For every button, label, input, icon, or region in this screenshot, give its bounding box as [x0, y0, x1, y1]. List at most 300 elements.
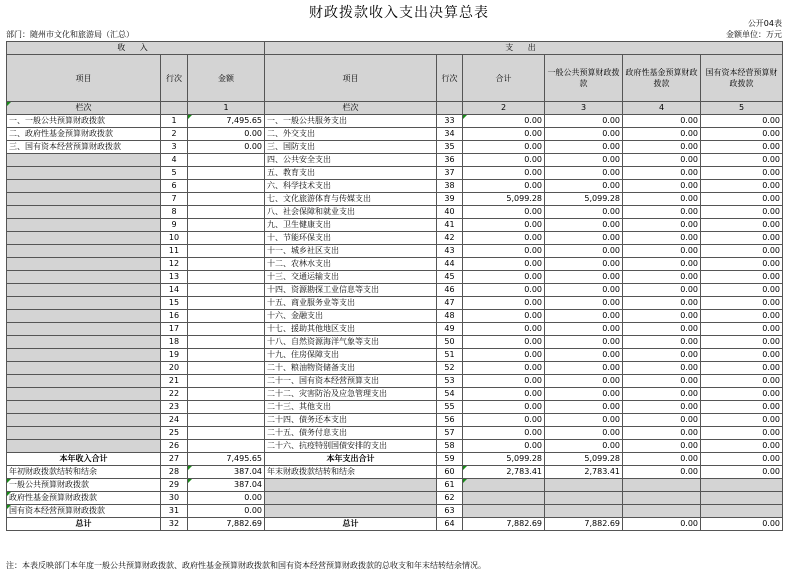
column-index-cell — [161, 102, 188, 115]
income-line-cell: 15 — [161, 297, 188, 310]
income-amount-cell — [188, 362, 265, 375]
table-row — [7, 219, 783, 232]
expense-item-cell: 本年支出合计 — [265, 453, 437, 466]
expense-line-cell: 64 — [437, 518, 463, 531]
expense-line-cell: 54 — [437, 388, 463, 401]
expense-item-cell: 二十三、其他支出 — [265, 401, 437, 414]
income-line-cell: 1 — [161, 115, 188, 128]
column-index-5: 5 — [701, 102, 783, 115]
income-amount-cell — [188, 232, 265, 245]
expense-capital-cell: 0.00 — [701, 336, 783, 349]
table-row — [7, 362, 783, 375]
expense-fund-cell: 0.00 — [623, 128, 701, 141]
table-row — [7, 180, 783, 193]
table-row — [7, 336, 783, 349]
footnote: 注：本表反映部门本年度一般公共预算财政拨款、政府性基金预算财政拨款和国有资本经营预算财政拨款的总收支和年末结转结余情况。 — [6, 561, 486, 570]
expense-total-cell: 0.00 — [463, 128, 545, 141]
expense-general-cell: 0.00 — [545, 440, 623, 453]
income-item-cell: 政府性基金预算财政拨款 — [7, 492, 161, 505]
expense-general-cell: 7,882.69 — [545, 518, 623, 531]
expense-total-cell: 0.00 — [463, 323, 545, 336]
expense-item-cell: 年末财政拨款结转和结余 — [265, 466, 437, 479]
income-item-cell: 本年收入合计 — [7, 453, 161, 466]
table-row — [7, 427, 783, 440]
income-amount-cell — [188, 349, 265, 362]
expense-capital-cell: 0.00 — [701, 180, 783, 193]
expense-item-cell: 二十四、债务还本支出 — [265, 414, 437, 427]
income-line-cell: 22 — [161, 388, 188, 401]
income-item-header: 项目 — [7, 55, 161, 102]
expense-total-cell: 0.00 — [463, 180, 545, 193]
income-amount-cell — [188, 206, 265, 219]
expense-general-cell: 0.00 — [545, 232, 623, 245]
expense-item-cell: 总计 — [265, 518, 437, 531]
expense-total-cell: 7,882.69 — [463, 518, 545, 531]
expense-fund-cell: 0.00 — [623, 518, 701, 531]
expense-line-cell: 44 — [437, 258, 463, 271]
income-section-header: 收 入 — [7, 42, 265, 55]
income-item-cell: 年初财政拨款结转和结余 — [7, 466, 161, 479]
expense-capital-cell: 0.00 — [701, 323, 783, 336]
expense-item-cell: 三、国防支出 — [265, 141, 437, 154]
expense-general-cell — [545, 505, 623, 518]
expense-fund-cell: 0.00 — [623, 427, 701, 440]
income-amount-cell: 0.00 — [188, 141, 265, 154]
income-item-cell — [7, 232, 161, 245]
expense-line-cell: 43 — [437, 245, 463, 258]
expense-total-cell — [463, 505, 545, 518]
expense-fund-cell: 0.00 — [623, 271, 701, 284]
expense-total-cell: 0.00 — [463, 414, 545, 427]
table-row — [7, 466, 783, 479]
expense-general-cell: 0.00 — [545, 206, 623, 219]
income-line-cell: 10 — [161, 232, 188, 245]
expense-total-cell: 0.00 — [463, 349, 545, 362]
income-item-cell — [7, 167, 161, 180]
table-row — [7, 453, 783, 466]
expense-general-cell: 0.00 — [545, 375, 623, 388]
income-line-cell: 13 — [161, 271, 188, 284]
expense-line-cell: 50 — [437, 336, 463, 349]
income-amount-cell: 7,882.69 — [188, 518, 265, 531]
income-amount-cell — [188, 375, 265, 388]
table-row — [7, 505, 783, 518]
expense-line-cell: 60 — [437, 466, 463, 479]
table-row — [7, 284, 783, 297]
expense-total-cell: 0.00 — [463, 206, 545, 219]
expense-item-cell: 十八、自然资源海洋气象等支出 — [265, 336, 437, 349]
table-row — [7, 440, 783, 453]
income-item-cell — [7, 271, 161, 284]
expense-line-cell: 63 — [437, 505, 463, 518]
expense-capital-cell: 0.00 — [701, 206, 783, 219]
expense-capital-cell: 0.00 — [701, 193, 783, 206]
expense-general-cell: 0.00 — [545, 258, 623, 271]
income-amount-cell — [188, 193, 265, 206]
expense-general-cell: 0.00 — [545, 167, 623, 180]
table-row — [7, 193, 783, 206]
expense-item-cell: 二十一、国有资本经营预算支出 — [265, 375, 437, 388]
column-index-label: 栏次 — [265, 102, 437, 115]
income-amount-cell: 0.00 — [188, 492, 265, 505]
expense-item-cell: 十四、资源勘探工业信息等支出 — [265, 284, 437, 297]
expense-general-cell: 0.00 — [545, 297, 623, 310]
income-amount-cell — [188, 180, 265, 193]
expense-general-cell: 5,099.28 — [545, 453, 623, 466]
income-line-cell: 26 — [161, 440, 188, 453]
table-row — [7, 167, 783, 180]
table-row — [7, 206, 783, 219]
table-row — [7, 323, 783, 336]
income-amount-cell — [188, 167, 265, 180]
expense-total-cell: 0.00 — [463, 245, 545, 258]
expense-line-cell: 46 — [437, 284, 463, 297]
income-line-cell: 2 — [161, 128, 188, 141]
income-line-cell: 30 — [161, 492, 188, 505]
table-row — [7, 271, 783, 284]
income-line-cell: 6 — [161, 180, 188, 193]
expense-capital-cell: 0.00 — [701, 219, 783, 232]
income-line-cell: 4 — [161, 154, 188, 167]
expense-capital-cell: 0.00 — [701, 401, 783, 414]
expense-total-cell: 0.00 — [463, 141, 545, 154]
expense-line-cell: 37 — [437, 167, 463, 180]
table-row — [7, 388, 783, 401]
income-line-cell: 7 — [161, 193, 188, 206]
total-header: 合计 — [463, 55, 545, 102]
income-amount-cell — [188, 245, 265, 258]
expense-total-cell: 0.00 — [463, 427, 545, 440]
expense-item-cell: 八、社会保障和就业支出 — [265, 206, 437, 219]
income-amount-cell — [188, 271, 265, 284]
expense-line-cell: 47 — [437, 297, 463, 310]
expense-line-cell: 35 — [437, 141, 463, 154]
income-item-cell: 二、政府性基金预算财政拨款 — [7, 128, 161, 141]
expense-fund-cell: 0.00 — [623, 323, 701, 336]
expense-total-cell: 0.00 — [463, 388, 545, 401]
expense-general-cell: 0.00 — [545, 115, 623, 128]
income-line-cell: 12 — [161, 258, 188, 271]
expense-line-header: 行次 — [437, 55, 463, 102]
expense-item-cell: 十六、金融支出 — [265, 310, 437, 323]
expense-fund-cell: 0.00 — [623, 440, 701, 453]
expense-item-cell: 十九、住房保障支出 — [265, 349, 437, 362]
expense-capital-cell: 0.00 — [701, 245, 783, 258]
expense-fund-cell — [623, 479, 701, 492]
expense-fund-cell: 0.00 — [623, 297, 701, 310]
income-amount-cell — [188, 258, 265, 271]
column-index-2: 2 — [463, 102, 545, 115]
income-item-cell — [7, 362, 161, 375]
expense-item-cell — [265, 479, 437, 492]
expense-capital-cell — [701, 492, 783, 505]
table-row — [7, 232, 783, 245]
expense-line-cell: 42 — [437, 232, 463, 245]
expense-fund-cell: 0.00 — [623, 180, 701, 193]
expense-capital-cell — [701, 479, 783, 492]
income-line-cell: 28 — [161, 466, 188, 479]
expense-general-cell: 0.00 — [545, 180, 623, 193]
income-item-cell: 一般公共预算财政拨款 — [7, 479, 161, 492]
expense-general-cell: 0.00 — [545, 427, 623, 440]
expense-capital-cell: 0.00 — [701, 349, 783, 362]
expense-item-cell: 二十五、债务付息支出 — [265, 427, 437, 440]
expense-item-cell — [265, 492, 437, 505]
expense-item-cell: 十一、城乡社区支出 — [265, 245, 437, 258]
expense-total-cell: 2,783.41 — [463, 466, 545, 479]
expense-line-cell: 49 — [437, 323, 463, 336]
expense-fund-cell: 0.00 — [623, 362, 701, 375]
department-label: 部门：随州市文化和旅游局（汇总） — [6, 30, 134, 39]
expense-item-cell: 二十二、灾害防治及应急管理支出 — [265, 388, 437, 401]
income-line-cell: 27 — [161, 453, 188, 466]
income-item-cell — [7, 219, 161, 232]
income-line-cell: 3 — [161, 141, 188, 154]
expense-line-cell: 38 — [437, 180, 463, 193]
expense-total-cell: 5,099.28 — [463, 193, 545, 206]
expense-capital-cell: 0.00 — [701, 518, 783, 531]
income-item-cell — [7, 401, 161, 414]
expense-line-cell: 56 — [437, 414, 463, 427]
income-item-cell: 一、一般公共预算财政拨款 — [7, 115, 161, 128]
income-item-cell — [7, 310, 161, 323]
expense-line-cell: 61 — [437, 479, 463, 492]
expense-total-cell: 0.00 — [463, 115, 545, 128]
fund-budget-header: 政府性基金预算财政拨款 — [623, 55, 701, 102]
expense-line-cell: 36 — [437, 154, 463, 167]
income-amount-header: 金额 — [188, 55, 265, 102]
expense-capital-cell: 0.00 — [701, 466, 783, 479]
income-amount-cell — [188, 336, 265, 349]
expense-capital-cell: 0.00 — [701, 388, 783, 401]
income-item-cell — [7, 245, 161, 258]
expense-capital-cell: 0.00 — [701, 154, 783, 167]
expense-total-cell: 0.00 — [463, 232, 545, 245]
column-index-cell — [437, 102, 463, 115]
table-row — [7, 492, 783, 505]
income-line-cell: 17 — [161, 323, 188, 336]
expense-capital-cell: 0.00 — [701, 453, 783, 466]
expense-total-cell: 0.00 — [463, 154, 545, 167]
expense-line-cell: 51 — [437, 349, 463, 362]
form-code: 公开04表 — [747, 19, 782, 28]
expense-item-cell: 一、一般公共服务支出 — [265, 115, 437, 128]
expense-line-cell: 58 — [437, 440, 463, 453]
table-row — [7, 245, 783, 258]
income-amount-cell — [188, 219, 265, 232]
income-item-cell — [7, 180, 161, 193]
expense-fund-cell — [623, 492, 701, 505]
expense-capital-cell: 0.00 — [701, 141, 783, 154]
expense-general-cell: 0.00 — [545, 128, 623, 141]
income-item-cell — [7, 427, 161, 440]
expense-capital-cell: 0.00 — [701, 284, 783, 297]
expense-fund-cell: 0.00 — [623, 388, 701, 401]
expense-general-cell: 0.00 — [545, 323, 623, 336]
expense-general-cell: 0.00 — [545, 401, 623, 414]
expense-total-cell: 0.00 — [463, 440, 545, 453]
income-amount-cell — [188, 414, 265, 427]
expense-fund-cell: 0.00 — [623, 466, 701, 479]
expense-line-cell: 53 — [437, 375, 463, 388]
income-item-cell — [7, 349, 161, 362]
expense-fund-cell: 0.00 — [623, 258, 701, 271]
capital-budget-header: 国有资本经营预算财政拨款 — [701, 55, 783, 102]
expense-general-cell: 0.00 — [545, 388, 623, 401]
expense-item-header: 项目 — [265, 55, 437, 102]
income-line-cell: 20 — [161, 362, 188, 375]
income-amount-cell — [188, 323, 265, 336]
expense-total-cell — [463, 492, 545, 505]
income-amount-cell — [188, 388, 265, 401]
income-line-cell: 18 — [161, 336, 188, 349]
expense-general-cell: 0.00 — [545, 362, 623, 375]
expense-fund-cell: 0.00 — [623, 154, 701, 167]
expense-item-cell: 二十、粮油物资储备支出 — [265, 362, 437, 375]
income-amount-cell: 387.04 — [188, 466, 265, 479]
income-amount-cell — [188, 310, 265, 323]
expense-capital-cell: 0.00 — [701, 115, 783, 128]
expense-capital-cell: 0.00 — [701, 310, 783, 323]
expense-item-cell: 十七、援助其他地区支出 — [265, 323, 437, 336]
table-row — [7, 258, 783, 271]
expense-item-cell: 二、外交支出 — [265, 128, 437, 141]
expense-fund-cell — [623, 505, 701, 518]
expense-line-cell: 33 — [437, 115, 463, 128]
expense-item-cell: 二十六、抗疫特别国债安排的支出 — [265, 440, 437, 453]
expense-capital-cell: 0.00 — [701, 128, 783, 141]
expense-fund-cell: 0.00 — [623, 141, 701, 154]
expense-general-cell: 0.00 — [545, 154, 623, 167]
income-item-cell — [7, 258, 161, 271]
income-amount-cell — [188, 440, 265, 453]
expense-total-cell: 5,099.28 — [463, 453, 545, 466]
income-amount-cell: 7,495.65 — [188, 453, 265, 466]
expense-item-cell: 十五、商业服务业等支出 — [265, 297, 437, 310]
expense-line-cell: 41 — [437, 219, 463, 232]
expense-fund-cell: 0.00 — [623, 401, 701, 414]
income-amount-cell — [188, 284, 265, 297]
income-item-cell: 三、国有资本经营预算财政拨款 — [7, 141, 161, 154]
expense-fund-cell: 0.00 — [623, 414, 701, 427]
table-row — [7, 414, 783, 427]
table-row — [7, 154, 783, 167]
income-item-cell — [7, 336, 161, 349]
income-item-cell — [7, 375, 161, 388]
income-item-cell — [7, 206, 161, 219]
income-line-cell: 11 — [161, 245, 188, 258]
table-row — [7, 297, 783, 310]
expense-general-cell: 0.00 — [545, 349, 623, 362]
table-body — [7, 115, 783, 531]
expense-capital-cell: 0.00 — [701, 427, 783, 440]
table-row — [7, 349, 783, 362]
table-row — [7, 115, 783, 128]
table-row — [7, 518, 783, 531]
expense-item-cell: 十三、交通运输支出 — [265, 271, 437, 284]
expense-fund-cell: 0.00 — [623, 206, 701, 219]
expense-general-cell: 0.00 — [545, 245, 623, 258]
expense-total-cell: 0.00 — [463, 219, 545, 232]
general-budget-header: 一般公共预算财政拨款 — [545, 55, 623, 102]
income-amount-cell: 7,495.65 — [188, 115, 265, 128]
income-amount-cell — [188, 427, 265, 440]
expense-item-cell: 四、公共安全支出 — [265, 154, 437, 167]
table-row — [7, 401, 783, 414]
income-line-cell: 5 — [161, 167, 188, 180]
expense-total-cell: 0.00 — [463, 167, 545, 180]
income-item-cell — [7, 388, 161, 401]
column-index-4: 4 — [623, 102, 701, 115]
table-row — [7, 375, 783, 388]
expense-fund-cell: 0.00 — [623, 284, 701, 297]
income-line-cell: 19 — [161, 349, 188, 362]
column-index-label: 栏次 — [7, 102, 161, 115]
expense-general-cell: 0.00 — [545, 271, 623, 284]
income-line-cell: 29 — [161, 479, 188, 492]
expense-total-cell: 0.00 — [463, 336, 545, 349]
expense-item-cell: 十二、农林水支出 — [265, 258, 437, 271]
expense-general-cell — [545, 492, 623, 505]
expense-total-cell: 0.00 — [463, 284, 545, 297]
income-line-cell: 32 — [161, 518, 188, 531]
expense-general-cell: 0.00 — [545, 284, 623, 297]
expense-general-cell: 5,099.28 — [545, 193, 623, 206]
income-line-cell: 8 — [161, 206, 188, 219]
expense-total-cell: 0.00 — [463, 375, 545, 388]
expense-capital-cell: 0.00 — [701, 297, 783, 310]
income-item-cell — [7, 154, 161, 167]
income-item-cell — [7, 414, 161, 427]
report-title: 财政拨款收入支出决算总表 — [309, 5, 489, 21]
expense-capital-cell: 0.00 — [701, 258, 783, 271]
income-amount-cell: 0.00 — [188, 505, 265, 518]
expense-line-cell: 62 — [437, 492, 463, 505]
expense-fund-cell: 0.00 — [623, 336, 701, 349]
expense-capital-cell: 0.00 — [701, 414, 783, 427]
expense-line-cell: 34 — [437, 128, 463, 141]
expense-general-cell: 0.00 — [545, 219, 623, 232]
expense-item-cell: 五、教育支出 — [265, 167, 437, 180]
expense-capital-cell: 0.00 — [701, 167, 783, 180]
expense-general-cell: 0.00 — [545, 310, 623, 323]
expense-item-cell — [265, 505, 437, 518]
expense-total-cell: 0.00 — [463, 310, 545, 323]
expense-capital-cell: 0.00 — [701, 440, 783, 453]
expense-fund-cell: 0.00 — [623, 167, 701, 180]
expense-capital-cell: 0.00 — [701, 232, 783, 245]
expense-line-cell: 55 — [437, 401, 463, 414]
table-row — [7, 310, 783, 323]
expense-fund-cell: 0.00 — [623, 310, 701, 323]
expense-total-cell: 0.00 — [463, 271, 545, 284]
expense-general-cell: 0.00 — [545, 336, 623, 349]
expense-general-cell — [545, 479, 623, 492]
column-index-3: 3 — [545, 102, 623, 115]
income-line-cell: 24 — [161, 414, 188, 427]
income-amount-cell: 0.00 — [188, 128, 265, 141]
income-amount-cell — [188, 154, 265, 167]
income-line-cell: 31 — [161, 505, 188, 518]
income-item-cell — [7, 284, 161, 297]
expense-total-cell — [463, 479, 545, 492]
column-index-1: 1 — [188, 102, 265, 115]
expense-fund-cell: 0.00 — [623, 232, 701, 245]
expense-line-cell: 48 — [437, 310, 463, 323]
income-amount-cell — [188, 297, 265, 310]
expense-total-cell: 0.00 — [463, 258, 545, 271]
expense-general-cell: 0.00 — [545, 414, 623, 427]
